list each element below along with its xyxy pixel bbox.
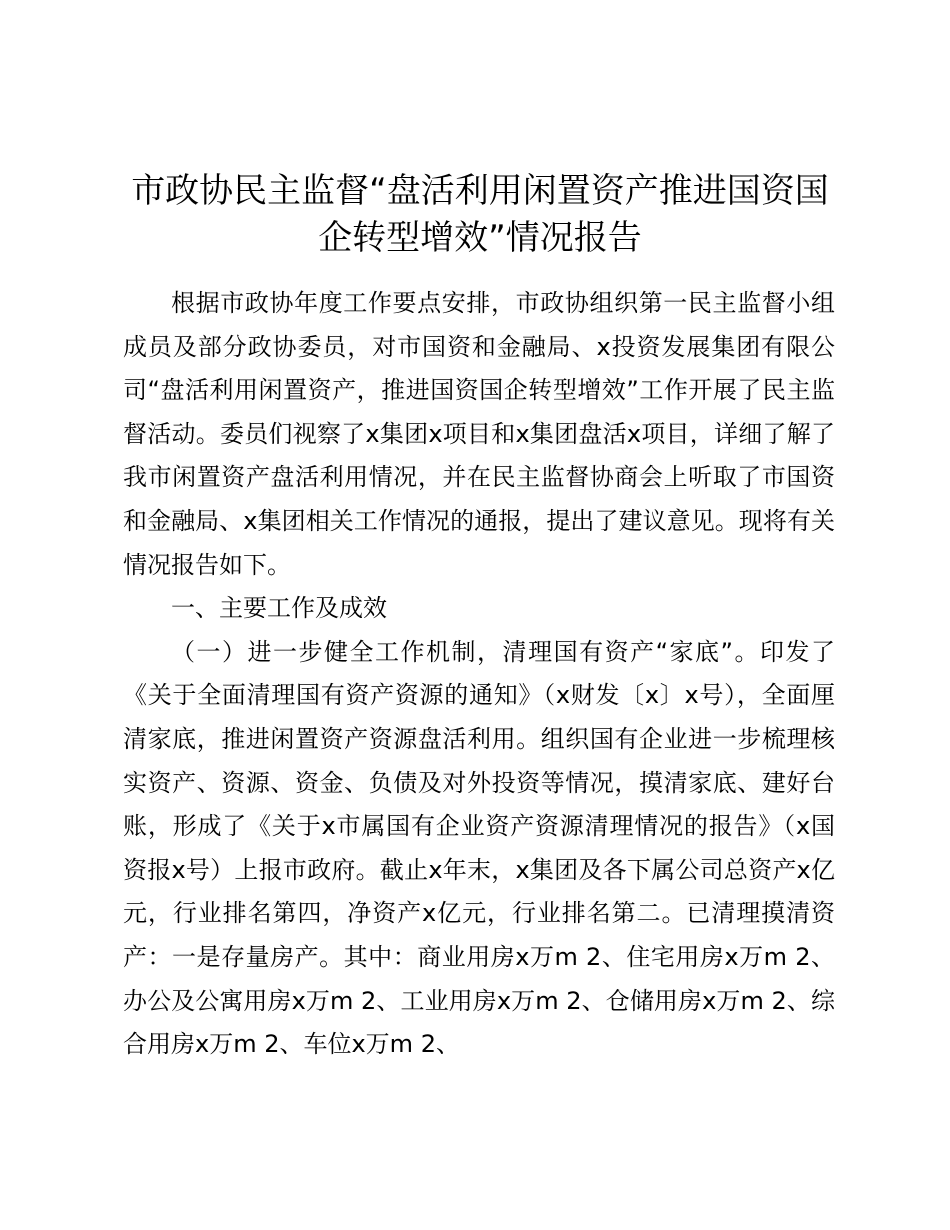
subsection-paragraph: （一）进一步健全工作机制，清理国有资产“家底”。印发了《关于全面清理国有资产资源的通知》（x财发〔x〕x号），全面厘清家底，推进闲置资产资源盘活利用。组织国有企业进一步梳理核实资产、资源、资金、负债及对外投资等情况，摸清家底、建好台账，形成了《关于x市属国有企业资产资源清理情况的报告》（x国资报x号）上报市政府。截止x年末，x集团及各下属公司总资产x亿元，行业排名第四，净资产x亿元，行业排名第二。已清理摸清资产：一是存量房产。其中：商业用房x万m 2、住宅用房x万m 2、办公及公寓用房x万m 2、工业用房x万m 2、仓储用房x万m 2、综合用房x万m 2、车位x万m 2、 — [123, 637, 835, 1059]
intro-paragraph: 根据市政协年度工作要点安排，市政协组织第一民主监督小组成员及部分政协委员，对市国资和金融局、x投资发展集团有限公司“盘活利用闲置资产，推进国资国企转型增效”工作开展了民主监督活动。委员们视察了x集团x项目和x集团盘活x项目，详细了解了我市闲置资产盘活利用情况，并在民主监督协商会上听取了市国资和金融局、x集团相关工作情况的通报，提出了建议意见。现将有关情况报告如下。 — [123, 289, 835, 579]
document-title: 市政协民主监督“盘活利用闲置资产推进国资国企转型增效”情况报告 — [131, 171, 829, 258]
document-body — [123, 282, 835, 1067]
section-heading: 一、主要工作及成效 — [171, 594, 387, 623]
